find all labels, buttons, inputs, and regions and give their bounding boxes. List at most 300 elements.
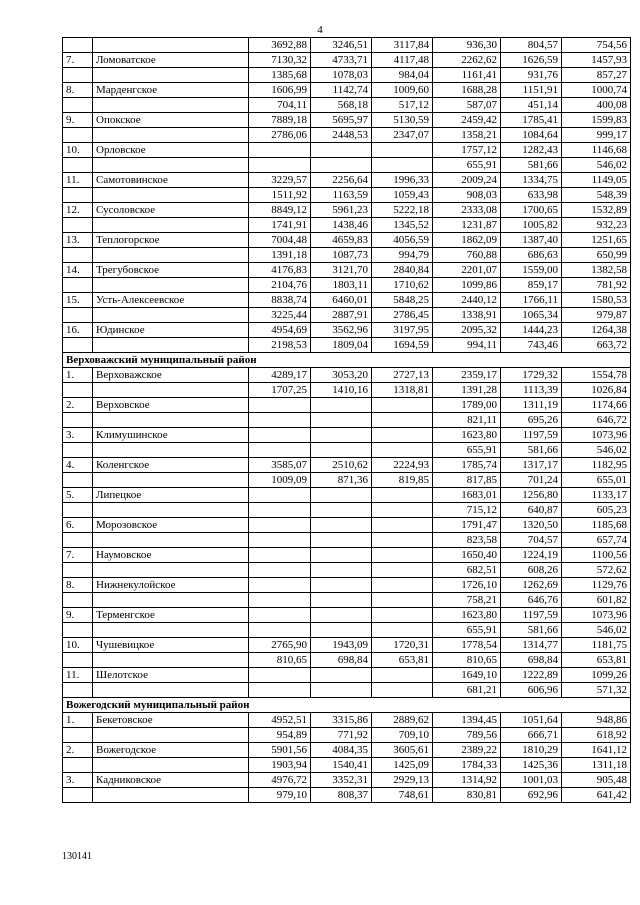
value-cell: 701,24 [501,473,562,488]
row-index [63,278,93,293]
settlement-name [93,188,249,203]
row-index [63,38,93,53]
value-cell [311,623,372,638]
value-cell: 1317,17 [501,458,562,473]
settlement-name [93,443,249,458]
row-index: 5. [63,488,93,503]
table-row [63,158,631,173]
table-row [63,533,631,548]
value-cell: 2786,45 [372,308,433,323]
value-cell [249,503,311,518]
value-cell [372,683,433,698]
row-index [63,653,93,668]
value-cell: 2929,13 [372,773,433,788]
section-header-row [63,353,631,368]
value-cell: 663,72 [562,338,631,353]
table-row [63,623,631,638]
value-cell: 1073,96 [562,428,631,443]
settlement-name: Верховское [93,398,249,413]
value-cell [249,443,311,458]
value-cell: 1146,68 [562,143,631,158]
value-cell: 954,89 [249,728,311,743]
settlement-name: Верховажское [93,368,249,383]
value-cell: 1197,59 [501,608,562,623]
value-cell: 810,65 [249,653,311,668]
value-cell: 748,61 [372,788,433,803]
value-cell [311,548,372,563]
value-cell: 1311,19 [501,398,562,413]
settlement-name: Самотовинское [93,173,249,188]
value-cell: 1185,68 [562,518,631,533]
value-cell: 1163,59 [311,188,372,203]
value-cell: 618,92 [562,728,631,743]
value-cell [311,443,372,458]
settlement-name: Бекетовское [93,713,249,728]
row-index: 6. [63,518,93,533]
value-cell: 1810,29 [501,743,562,758]
value-cell: 1394,45 [433,713,501,728]
value-cell: 1785,41 [501,113,562,128]
value-cell: 571,32 [562,683,631,698]
value-cell: 653,81 [372,653,433,668]
section-header-row [63,698,631,713]
value-cell: 808,37 [311,788,372,803]
table-row [63,728,631,743]
value-cell: 817,85 [433,473,501,488]
value-cell: 1231,87 [433,218,501,233]
value-cell: 1222,89 [501,668,562,683]
page-number: 4 [317,24,323,36]
value-cell: 1425,36 [501,758,562,773]
row-index: 7. [63,548,93,563]
settlement-name: Трегубовское [93,263,249,278]
settlement-name [93,128,249,143]
value-cell: 1641,12 [562,743,631,758]
value-cell: 1001,03 [501,773,562,788]
settlement-name [93,38,249,53]
value-cell: 1726,10 [433,578,501,593]
row-index [63,623,93,638]
value-cell [372,668,433,683]
value-cell [249,623,311,638]
value-cell [311,413,372,428]
row-index [63,728,93,743]
table-row [63,368,631,383]
value-cell: 1251,65 [562,233,631,248]
row-index [63,533,93,548]
value-cell: 758,21 [433,593,501,608]
value-cell: 781,92 [562,278,631,293]
value-cell: 517,12 [372,98,433,113]
row-index [63,593,93,608]
table-row [63,548,631,563]
value-cell: 1264,38 [562,323,631,338]
table-row [63,458,631,473]
value-cell: 3352,31 [311,773,372,788]
table-row [63,638,631,653]
row-index: 10. [63,638,93,653]
value-cell: 1438,46 [311,218,372,233]
value-cell [249,518,311,533]
table-row [63,683,631,698]
value-cell: 999,17 [562,128,631,143]
row-index: 11. [63,668,93,683]
row-index [63,758,93,773]
value-cell: 655,91 [433,158,501,173]
table-row [63,143,631,158]
settlement-name [93,533,249,548]
value-cell: 608,26 [501,563,562,578]
value-cell: 1133,17 [562,488,631,503]
value-cell: 692,96 [501,788,562,803]
value-cell: 605,23 [562,503,631,518]
value-cell: 1694,59 [372,338,433,353]
value-cell: 1338,91 [433,308,501,323]
value-cell [249,563,311,578]
value-cell: 4117,48 [372,53,433,68]
value-cell: 1729,32 [501,368,562,383]
value-cell: 979,10 [249,788,311,803]
value-cell: 1197,59 [501,428,562,443]
value-cell: 2440,12 [433,293,501,308]
value-cell: 2095,32 [433,323,501,338]
value-cell: 3246,51 [311,38,372,53]
row-index: 9. [63,113,93,128]
value-cell [249,143,311,158]
value-cell: 451,14 [501,98,562,113]
settlement-name: Опокское [93,113,249,128]
table-row [63,248,631,263]
value-cell: 948,86 [562,713,631,728]
value-cell: 400,08 [562,98,631,113]
value-cell: 1065,34 [501,308,562,323]
value-cell: 2104,76 [249,278,311,293]
value-cell: 1009,09 [249,473,311,488]
value-cell: 984,04 [372,68,433,83]
value-cell: 1051,64 [501,713,562,728]
settlement-name [93,623,249,638]
table-row [63,218,631,233]
value-cell: 1649,10 [433,668,501,683]
value-cell: 871,36 [311,473,372,488]
row-index: 1. [63,368,93,383]
row-index [63,188,93,203]
value-cell: 1005,82 [501,218,562,233]
value-cell: 1789,00 [433,398,501,413]
value-cell: 633,98 [501,188,562,203]
table-row [63,293,631,308]
value-cell: 1599,83 [562,113,631,128]
value-cell: 1688,28 [433,83,501,98]
row-index [63,248,93,263]
value-cell: 3585,07 [249,458,311,473]
row-index: 1. [63,713,93,728]
table-row [63,308,631,323]
table-row [63,278,631,293]
table-row [63,428,631,443]
value-cell: 4056,59 [372,233,433,248]
row-index: 3. [63,773,93,788]
value-cell: 2786,06 [249,128,311,143]
value-cell [311,143,372,158]
table-row [63,128,631,143]
row-index [63,68,93,83]
value-cell: 4733,71 [311,53,372,68]
value-cell: 7889,18 [249,113,311,128]
value-cell: 4289,17 [249,368,311,383]
value-cell: 1174,66 [562,398,631,413]
value-cell: 653,81 [562,653,631,668]
value-cell: 1009,60 [372,83,433,98]
value-cell: 1318,81 [372,383,433,398]
settlement-name [93,473,249,488]
table-row [63,773,631,788]
value-cell: 1391,18 [249,248,311,263]
value-cell: 5222,18 [372,203,433,218]
footer-code: 130141 [62,851,92,862]
value-cell: 1778,54 [433,638,501,653]
value-cell [372,503,433,518]
value-cell [249,548,311,563]
settlement-name: Сусоловское [93,203,249,218]
row-index [63,503,93,518]
table-row [63,188,631,203]
value-cell: 3562,96 [311,323,372,338]
value-cell: 1059,43 [372,188,433,203]
value-cell: 5901,56 [249,743,311,758]
settlement-name [93,338,249,353]
value-cell: 4976,72 [249,773,311,788]
row-index [63,383,93,398]
value-cell: 1181,75 [562,638,631,653]
row-index [63,128,93,143]
table-row [63,203,631,218]
value-cell: 2201,07 [433,263,501,278]
value-cell [311,593,372,608]
value-cell: 857,27 [562,68,631,83]
row-index: 8. [63,578,93,593]
settlement-name: Коленгское [93,458,249,473]
value-cell: 709,10 [372,728,433,743]
value-cell: 1149,05 [562,173,631,188]
value-cell [372,158,433,173]
value-cell: 641,42 [562,788,631,803]
value-cell [249,428,311,443]
settlement-name [93,563,249,578]
value-cell: 1425,09 [372,758,433,773]
value-cell [249,533,311,548]
value-cell: 606,96 [501,683,562,698]
value-cell [311,683,372,698]
value-cell: 640,87 [501,503,562,518]
value-cell: 1741,91 [249,218,311,233]
value-cell [372,623,433,638]
settlement-name [93,248,249,263]
value-cell: 1084,64 [501,128,562,143]
value-cell: 548,39 [562,188,631,203]
table-row [63,668,631,683]
value-cell: 3197,95 [372,323,433,338]
table-row [63,383,631,398]
value-cell [311,668,372,683]
value-cell: 1129,76 [562,578,631,593]
settlement-name [93,158,249,173]
value-cell: 1626,59 [501,53,562,68]
value-cell: 2198,53 [249,338,311,353]
value-cell: 1385,68 [249,68,311,83]
value-cell: 715,12 [433,503,501,518]
settlement-name: Морозовское [93,518,249,533]
value-cell: 936,30 [433,38,501,53]
settlement-name: Нижнекулойское [93,578,249,593]
row-index: 3. [63,428,93,443]
value-cell: 572,62 [562,563,631,578]
value-cell: 979,87 [562,308,631,323]
value-cell: 7004,48 [249,233,311,248]
value-cell [372,593,433,608]
value-cell: 2887,91 [311,308,372,323]
value-cell: 2765,90 [249,638,311,653]
value-cell: 546,02 [562,443,631,458]
value-cell: 1282,43 [501,143,562,158]
value-cell: 1559,00 [501,263,562,278]
section-title: Вожегодский муниципальный район [63,698,631,713]
value-cell: 1457,93 [562,53,631,68]
value-cell: 1391,28 [433,383,501,398]
value-cell: 695,26 [501,413,562,428]
value-cell: 646,72 [562,413,631,428]
value-cell: 823,58 [433,533,501,548]
value-cell: 1099,26 [562,668,631,683]
table-row [63,233,631,248]
value-cell [249,593,311,608]
value-cell: 2256,64 [311,173,372,188]
value-cell: 1532,89 [562,203,631,218]
settlement-name [93,218,249,233]
row-index [63,563,93,578]
value-cell: 546,02 [562,158,631,173]
value-cell: 4176,83 [249,263,311,278]
value-cell [249,668,311,683]
row-index: 9. [63,608,93,623]
value-cell: 1151,91 [501,83,562,98]
value-cell [372,413,433,428]
row-index [63,443,93,458]
value-cell: 2389,22 [433,743,501,758]
value-cell: 804,57 [501,38,562,53]
value-cell: 2009,24 [433,173,501,188]
row-index: 12. [63,203,93,218]
value-cell [249,158,311,173]
table-row [63,263,631,278]
settlement-name: Орловское [93,143,249,158]
row-index: 15. [63,293,93,308]
settlement-name: Усть-Алексеевское [93,293,249,308]
settlement-name: Чушевицкое [93,638,249,653]
value-cell: 905,48 [562,773,631,788]
value-cell: 1345,52 [372,218,433,233]
value-cell: 657,74 [562,533,631,548]
settlement-name [93,503,249,518]
table-row [63,323,631,338]
value-cell: 760,88 [433,248,501,263]
table-body [63,38,631,803]
value-cell: 994,11 [433,338,501,353]
settlement-name [93,758,249,773]
value-cell [372,578,433,593]
data-table [62,37,631,803]
value-cell: 1809,04 [311,338,372,353]
value-cell: 4954,69 [249,323,311,338]
value-cell [372,563,433,578]
value-cell: 2333,08 [433,203,501,218]
value-cell: 3117,84 [372,38,433,53]
value-cell: 3053,20 [311,368,372,383]
value-cell: 1320,50 [501,518,562,533]
settlement-name: Липецкое [93,488,249,503]
table-row [63,563,631,578]
table-row [63,743,631,758]
value-cell [311,518,372,533]
section-title: Верховажский муниципальный район [63,353,631,368]
value-cell: 1073,96 [562,608,631,623]
value-cell: 1444,23 [501,323,562,338]
value-cell: 1623,80 [433,608,501,623]
value-cell: 686,63 [501,248,562,263]
row-index: 16. [63,323,93,338]
value-cell [249,608,311,623]
value-cell: 698,84 [501,653,562,668]
table-row [63,518,631,533]
value-cell: 908,03 [433,188,501,203]
settlement-name [93,308,249,323]
value-cell: 830,81 [433,788,501,803]
value-cell: 8838,74 [249,293,311,308]
value-cell: 1182,95 [562,458,631,473]
value-cell: 1410,16 [311,383,372,398]
value-cell: 581,66 [501,443,562,458]
value-cell [249,488,311,503]
value-cell: 5130,59 [372,113,433,128]
value-cell: 1026,84 [562,383,631,398]
settlement-name: Кадниковское [93,773,249,788]
table-row [63,713,631,728]
value-cell: 655,01 [562,473,631,488]
value-cell: 1710,62 [372,278,433,293]
value-cell [372,518,433,533]
settlement-name [93,98,249,113]
value-cell: 666,71 [501,728,562,743]
value-cell: 698,84 [311,653,372,668]
value-cell: 4952,51 [249,713,311,728]
value-cell: 601,82 [562,593,631,608]
value-cell: 1700,65 [501,203,562,218]
value-cell: 1256,80 [501,488,562,503]
table-row [63,113,631,128]
settlement-name: Наумовское [93,548,249,563]
value-cell: 1142,74 [311,83,372,98]
table-row [63,488,631,503]
value-cell [249,413,311,428]
value-cell: 2727,13 [372,368,433,383]
value-cell: 1707,25 [249,383,311,398]
settlement-name [93,593,249,608]
value-cell: 1720,31 [372,638,433,653]
row-index [63,308,93,323]
value-cell: 1903,94 [249,758,311,773]
value-cell: 1606,99 [249,83,311,98]
settlement-name: Ломоватское [93,53,249,68]
